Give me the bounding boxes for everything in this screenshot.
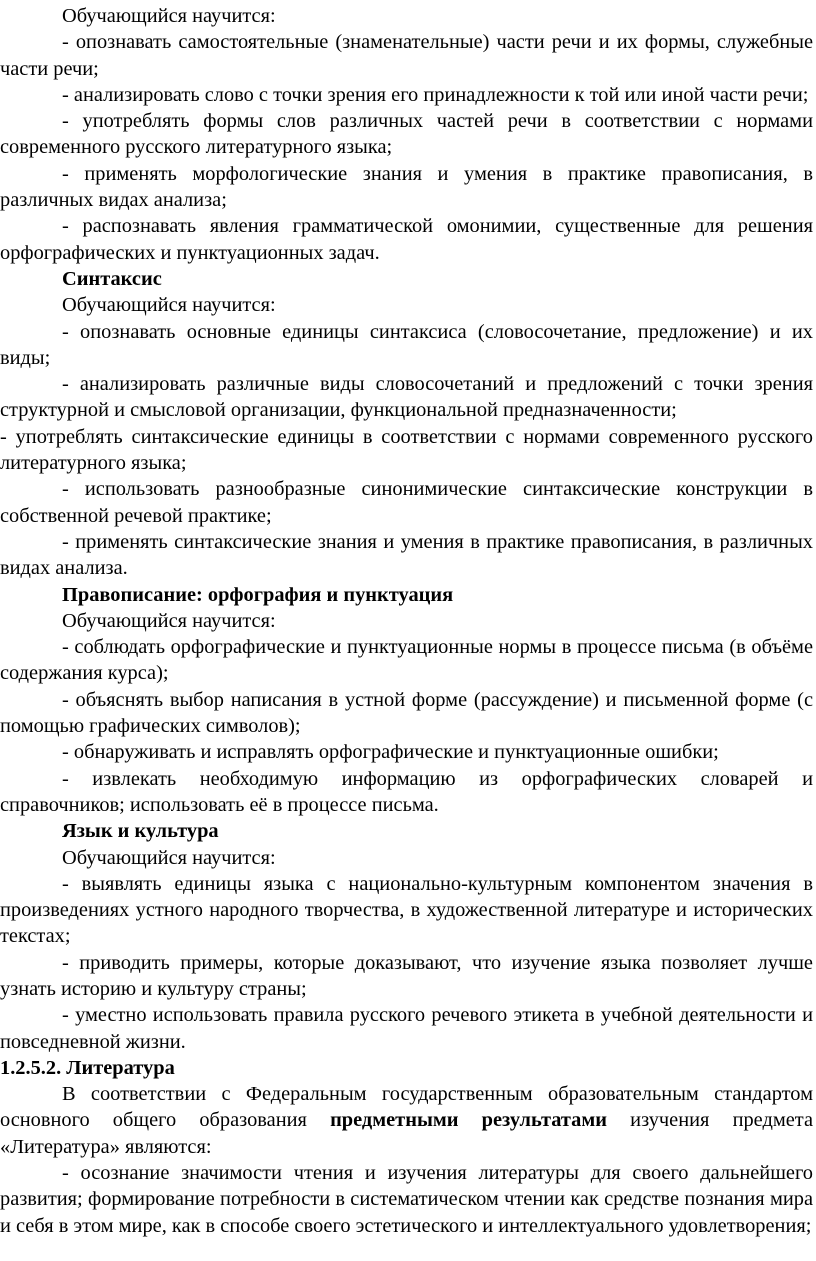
- list-item: - распознавать явления грамматической омонимии, существенные для решения орфографических и пунктуационных задач.: [0, 215, 813, 264]
- section-heading-literature: 1.2.5.2. Литература: [0, 1056, 175, 1079]
- list-item: - осознание значимости чтения и изучения литературы для своего дальнейшего развития; формирование потребности в систематическом чтении как средстве познания мира и себя в этом мире, как в способе своего эстетического и интеллектуального удовлетворения;: [0, 1162, 813, 1237]
- culture-intro: Обучающийся научится:: [62, 846, 276, 869]
- list-item: - соблюдать орфографические и пунктуационные нормы в процессе письма (в объёме содержания курса);: [0, 636, 813, 685]
- list-item: - приводить примеры, которые доказывают, что изучение языка позволяет лучше узнать историю и культуру страны;: [0, 951, 813, 1000]
- section-heading-spelling: Правописание: орфография и пунктуация: [62, 583, 454, 606]
- list-item: - опознавать основные единицы синтаксиса (словосочетание, предложение) и их виды;: [0, 320, 813, 369]
- list-item: - уместно использовать правила русского речевого этикета в учебной деятельности и повседневной жизни.: [0, 1004, 813, 1053]
- list-item: - объяснять выбор написания в устной форме (рассуждение) и письменной форме (с помощью графических символов);: [0, 688, 813, 738]
- list-item: - применять морфологические знания и умения в практике правописания, в различных видах анализа;: [0, 162, 813, 212]
- list-item: - обнаруживать и исправлять орфографические и пунктуационные ошибки;: [62, 741, 719, 764]
- spelling-intro: Обучающийся научится:: [62, 609, 276, 632]
- list-item: - употреблять синтаксические единицы в соответствии с нормами современного русского литературного языка;: [0, 425, 813, 475]
- syntax-intro: Обучающийся научится:: [62, 294, 276, 317]
- literature-intro-emphasis: предметными результатами: [330, 1109, 607, 1132]
- list-item: - употреблять формы слов различных частей речи в соответствии с нормами современного русского литературного языка;: [0, 110, 813, 159]
- list-item: - использовать разнообразные синонимические синтаксические конструкции в собственной речевой практике;: [0, 478, 813, 527]
- list-item: - применять синтаксические знания и умения в практике правописания, в различных видах анализа.: [0, 530, 813, 580]
- literature-intro-start: В соответствии с Федеральным государственным образовательным стандартом основного общего образования: [0, 1083, 813, 1132]
- literature-intro: [0, 1081, 813, 1160]
- list-item: - извлекать необходимую информацию из орфографических словарей и справочников; использовать её в процессе письма.: [0, 767, 813, 816]
- literature-intro-end: изучения предмета «Литература» являются:: [0, 1109, 813, 1158]
- list-item: - опознавать самостоятельные (знаменательные) части речи и их формы, служебные части речи;: [0, 31, 813, 80]
- list-item: - анализировать слово с точки зрения его принадлежности к той или иной части речи;: [62, 83, 809, 106]
- list-item: - выявлять единицы языка с национально-культурным компонентом значения в произведениях устного народного творчества, в художественной литературе и исторических текстах;: [0, 872, 813, 948]
- morphology-intro: Обучающийся научится:: [62, 5, 276, 27]
- list-item: - анализировать различные виды словосочетаний и предложений с точки зрения структурной и смысловой организации, функциональной предназначенности;: [0, 373, 813, 422]
- section-heading-syntax: Синтаксис: [62, 267, 162, 290]
- section-heading-culture: Язык и культура: [62, 820, 219, 843]
